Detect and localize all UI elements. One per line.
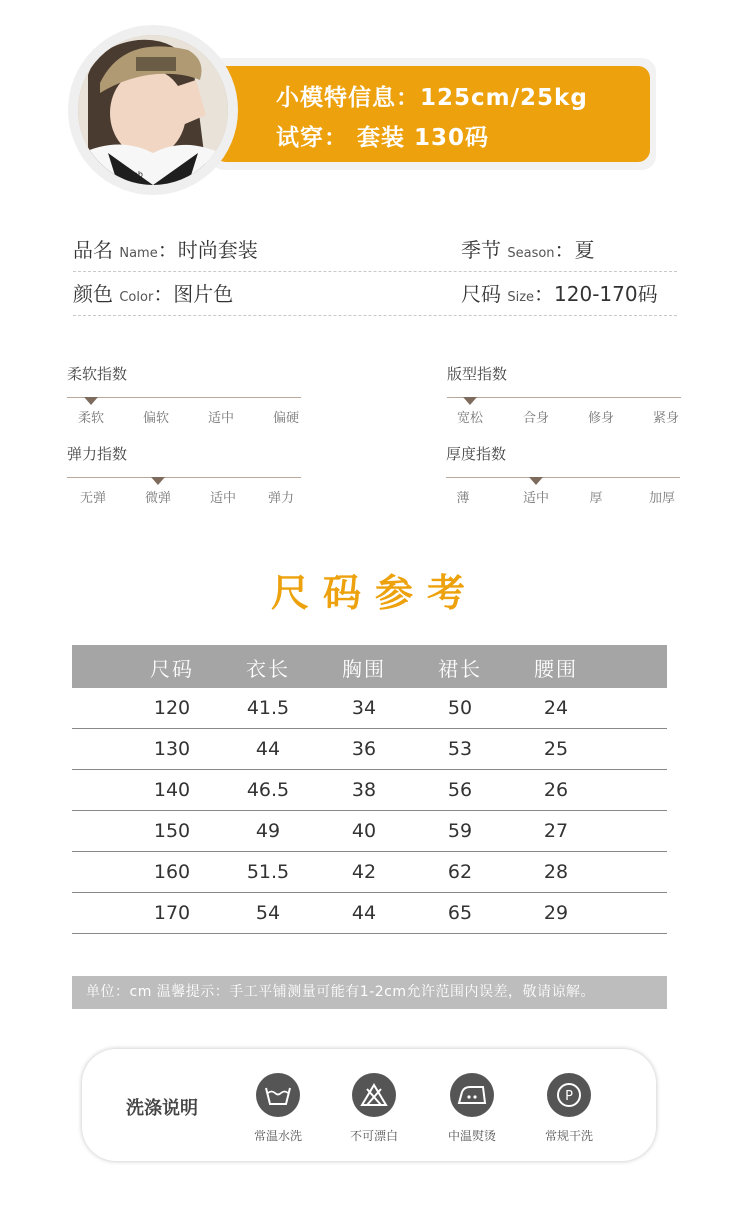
scale-title: 柔软指数 <box>67 365 128 383</box>
product-name-value: ：时尚套装 <box>157 238 258 262</box>
scale-label: 无弹 <box>79 491 106 506</box>
table-cell: 44 <box>255 738 281 760</box>
care-label: 常规干洗 <box>544 1129 593 1143</box>
table-cell: 46.5 <box>246 779 290 801</box>
table-cell: 140 <box>153 779 191 801</box>
care-label: 不可漂白 <box>349 1129 398 1143</box>
care-item-iron <box>432 1073 512 1144</box>
softness-scale <box>67 363 301 433</box>
scale-line <box>67 477 301 478</box>
season-label-en: Season <box>507 246 555 261</box>
info-row-color-size <box>73 272 677 316</box>
model-tryon-text: 试穿： 套装 130码 <box>276 125 490 151</box>
column-header: 尺码 <box>150 657 194 681</box>
scale-label: 合身 <box>522 411 549 426</box>
scale-label: 微弹 <box>144 491 171 506</box>
scale-line <box>446 477 680 478</box>
color-label: 颜色 <box>73 282 113 306</box>
svg-text:ab: ab <box>133 170 143 179</box>
season-value: ：夏 <box>554 238 595 262</box>
table-cell: 160 <box>153 861 191 883</box>
color-value: ：图片色 <box>153 282 234 306</box>
table-cell: 54 <box>255 902 281 924</box>
scale-label: 偏软 <box>142 411 169 426</box>
scale-label: 修身 <box>587 411 614 426</box>
table-row <box>72 811 667 852</box>
size-label-en: Size <box>507 290 535 305</box>
elasticity-scale <box>67 443 301 513</box>
scale-label: 偏硬 <box>272 411 299 426</box>
table-row <box>72 852 667 893</box>
table-cell: 150 <box>153 820 191 842</box>
product-color <box>73 278 233 307</box>
table-cell: 130 <box>153 738 191 760</box>
table-cell: 59 <box>447 820 473 842</box>
season-label: 季节 <box>461 238 501 262</box>
scale-title: 厚度指数 <box>446 445 507 463</box>
scale-label: 厚 <box>589 491 603 506</box>
scale-marker <box>463 397 477 405</box>
scale-label: 宽松 <box>456 411 483 426</box>
color-label-en: Color <box>119 290 154 305</box>
scale-marker <box>529 477 543 485</box>
care-instructions-card <box>82 1049 656 1161</box>
scale-label: 柔软 <box>77 411 104 426</box>
svg-text:P: P <box>565 1089 573 1104</box>
product-name <box>73 234 258 263</box>
table-cell: 56 <box>447 779 473 801</box>
size-reference-title: 尺码参考 <box>270 571 479 615</box>
size-value: ：120-170码 <box>534 282 658 306</box>
table-cell: 49 <box>255 820 281 842</box>
product-name-label: 品名 <box>73 238 113 262</box>
table-row <box>72 688 667 729</box>
table-cell: 50 <box>447 697 473 719</box>
dry-clean-icon <box>547 1073 591 1117</box>
model-info-text: 小模特信息：125cm/25kg <box>276 85 588 111</box>
table-cell: 27 <box>543 820 569 842</box>
care-item-bleach <box>334 1073 414 1144</box>
table-cell: 65 <box>447 902 473 924</box>
dashed-divider <box>73 315 677 316</box>
table-row <box>72 729 667 770</box>
iron-medium-icon <box>450 1073 494 1117</box>
scale-label: 弹力 <box>267 491 294 506</box>
table-cell: 120 <box>153 697 191 719</box>
scale-title: 弹力指数 <box>67 445 128 463</box>
thickness-scale <box>446 443 680 513</box>
care-item-dryclean <box>529 1073 609 1144</box>
scale-line <box>67 397 301 398</box>
care-title: 洗涤说明 <box>126 1098 198 1119</box>
product-season <box>461 234 595 263</box>
table-cell: 38 <box>351 779 377 801</box>
care-label: 中温熨烫 <box>447 1129 496 1143</box>
product-size <box>461 278 658 307</box>
column-header: 腰围 <box>534 657 578 681</box>
table-cell: 34 <box>351 697 377 719</box>
table-cell: 26 <box>543 779 569 801</box>
scale-label: 加厚 <box>648 491 675 506</box>
fit-scale <box>447 363 681 433</box>
model-avatar-photo <box>78 35 228 185</box>
product-name-label-en: Name <box>119 246 158 261</box>
care-item-wash <box>238 1073 318 1144</box>
table-cell: 28 <box>543 861 569 883</box>
scale-label: 适中 <box>209 491 236 506</box>
size-label: 尺码 <box>461 282 501 306</box>
measurement-note: 单位：cm 温馨提示：手工平铺测量可能有1-2cm允许范围内误差，敬请谅解。 <box>72 976 667 1009</box>
table-cell: 62 <box>447 861 473 883</box>
scale-line <box>447 397 681 398</box>
table-cell: 29 <box>543 902 569 924</box>
table-cell: 42 <box>351 861 377 883</box>
scale-label: 适中 <box>207 411 234 426</box>
scale-title: 版型指数 <box>447 365 508 383</box>
scale-label: 薄 <box>456 491 470 506</box>
size-table <box>72 645 667 934</box>
scale-label: 适中 <box>522 491 549 506</box>
table-cell: 44 <box>351 902 377 924</box>
no-bleach-icon <box>352 1073 396 1117</box>
column-header: 胸围 <box>342 657 386 681</box>
scale-marker <box>151 477 165 485</box>
table-cell: 41.5 <box>246 697 290 719</box>
wash-tub-icon <box>256 1073 300 1117</box>
care-label: 常温水洗 <box>253 1129 302 1143</box>
table-cell: 25 <box>543 738 569 760</box>
scale-marker <box>84 397 98 405</box>
table-cell: 36 <box>351 738 377 760</box>
info-row-name-season <box>73 228 677 272</box>
column-header: 裙长 <box>438 657 482 681</box>
table-cell: 53 <box>447 738 473 760</box>
table-cell: 51.5 <box>246 861 290 883</box>
table-cell: 170 <box>153 902 191 924</box>
table-cell: 40 <box>351 820 377 842</box>
column-header: 衣长 <box>246 657 290 681</box>
size-table-header <box>72 645 667 688</box>
table-cell: 24 <box>543 697 569 719</box>
table-row <box>72 893 667 934</box>
scale-label: 紧身 <box>652 411 679 426</box>
table-row <box>72 770 667 811</box>
